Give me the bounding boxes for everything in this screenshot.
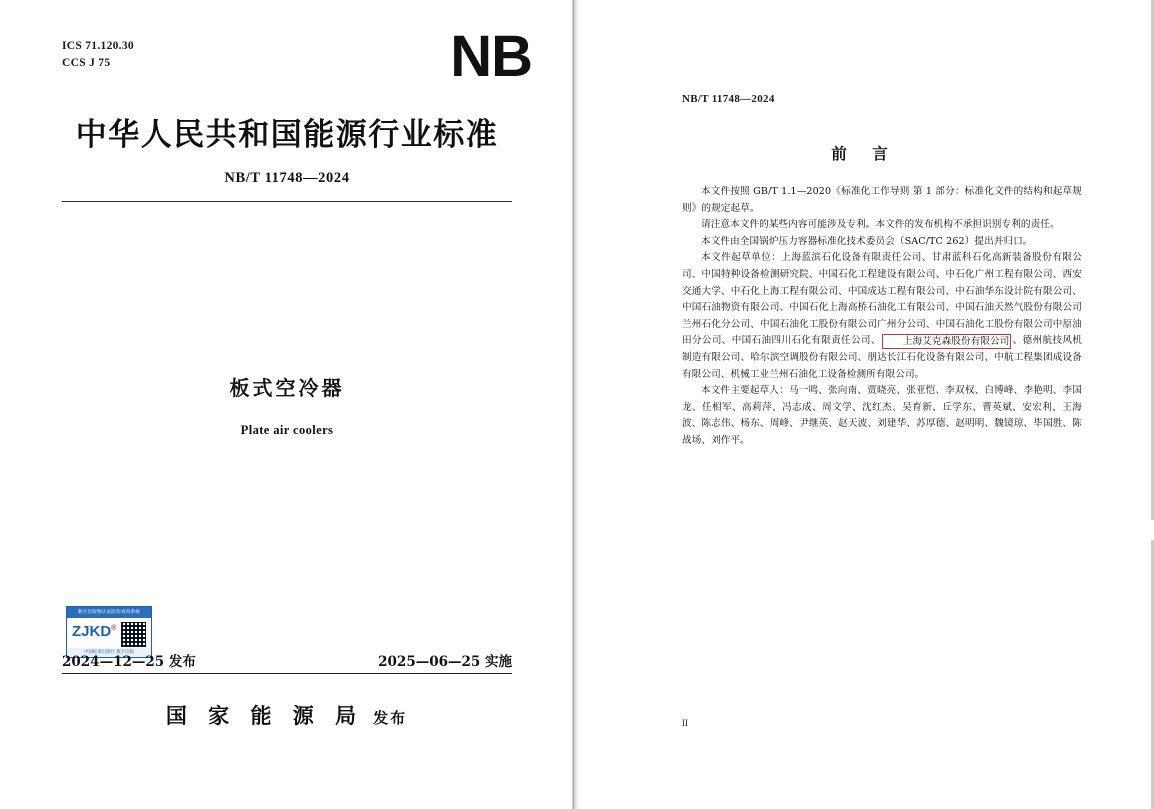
publisher-block <box>0 700 573 730</box>
highlighted-company: 上海艾克森股份有限公司 <box>882 334 1012 349</box>
qr-code-icon <box>120 621 147 648</box>
drafting-units-lead-in: 本文件起草单位： <box>701 252 782 264</box>
ics-block <box>62 38 512 71</box>
effective-date: 2025—06—25 实施 <box>378 654 512 670</box>
publisher-name: 国 家 能 源 局 <box>165 703 364 728</box>
cover-content <box>62 38 512 438</box>
page-number: II <box>682 718 688 728</box>
drafting-units-before: 上海蓝滨石化设备有限责任公司、甘肃蓝科石化高新装备股份有限公司、中国特种设备检测研究院、中国石化工程建设有限公司、中石化广州工程有限公司、西安交通大学、中石化上海工程有限公司、中国成达工程有限公司、中石油华东设计院有限公司、中国石油物资有限公司、中国石化上海高桥石油化工有限公司、中国石油天然气股份有限公司兰州石化分公司、中国石油化工股份有限公司广州分公司、中国石油化工股份有限公司中原油田分公司、中国石油四川石化有限责任公司、 <box>682 252 1082 347</box>
foreword-page <box>573 0 1154 809</box>
drafters-names: 马一鸣、张向南、贾晓亮、张亚恺、李双权、白博峰、李艳明、李国龙、任相军、高莉萍、冯志成、周文学、沈红杰、吴育新、丘学东、曹英斌、安宏利、王海波、陈志伟、杨东、周峰、尹继英、赵天波、刘建华、苏厚德、赵明明、魏镜琼、毕国胜、陈战场、刘作平。 <box>682 385 1083 446</box>
stamp-brand-text: ZJKD <box>72 623 112 640</box>
publisher-verb: 发布 <box>373 709 408 727</box>
issue-date: 2024—12—25 发布 <box>62 654 196 670</box>
cover-subject-cn: 板式空冷器 <box>229 376 345 401</box>
foreword-paragraph-1: 本文件按照 GB/T 1.1—2020《标准化工作导则 第 1 部分：标准化文件的结构和起草规则》的规定起草。 <box>682 186 1082 214</box>
drafters-lead-in: 本文件主要起草人： <box>701 385 789 397</box>
cover-date-row <box>62 650 512 674</box>
foreword-paragraph-3: 本文件由全国锅炉压力容器标准化技术委员会（SAC/TC 262）提出并归口。 <box>701 235 1033 247</box>
cover-subject-en: Plate air coolers <box>240 423 334 438</box>
ics-code: ICS 71.120.30 <box>62 40 134 52</box>
cover-page <box>0 0 573 809</box>
stamp-top-text: 数字出版物认证防伪查询系统 <box>67 607 151 618</box>
cover-title: 中华人民共和国能源行业标准 <box>75 117 499 154</box>
foreword-body <box>682 184 1082 450</box>
stamp-bottom-text: 中国标准出版社 数字出版 <box>67 648 151 658</box>
drafting-units-paragraph <box>682 250 1082 383</box>
stamp-brand <box>72 623 116 640</box>
drafters-paragraph <box>682 383 1082 449</box>
stamp-body <box>67 618 151 648</box>
stamp-brand-superscript: ® <box>111 625 117 632</box>
ccs-code: CCS J 75 <box>62 56 111 69</box>
cover-standard-number: NB/T 11748—2024 <box>224 170 350 187</box>
foreword-paragraph-2: 请注意本文件的某些内容可能涉及专利。本文件的发布机构不承担识别专利的责任。 <box>701 219 1060 231</box>
running-header: NB/T 11748—2024 <box>682 93 775 105</box>
drafting-units-after: 、德州航技风机制造有限公司、哈尔滨空调股份有限公司、朋达长江石化设备有限公司、中航工程集团成设备有限公司、机械工业兰州石油化工设备检测所有限公司。 <box>682 335 1083 380</box>
cover-divider <box>62 201 512 202</box>
nb-logo: NB <box>450 24 532 89</box>
foreword-title: 前 言 <box>831 144 898 163</box>
